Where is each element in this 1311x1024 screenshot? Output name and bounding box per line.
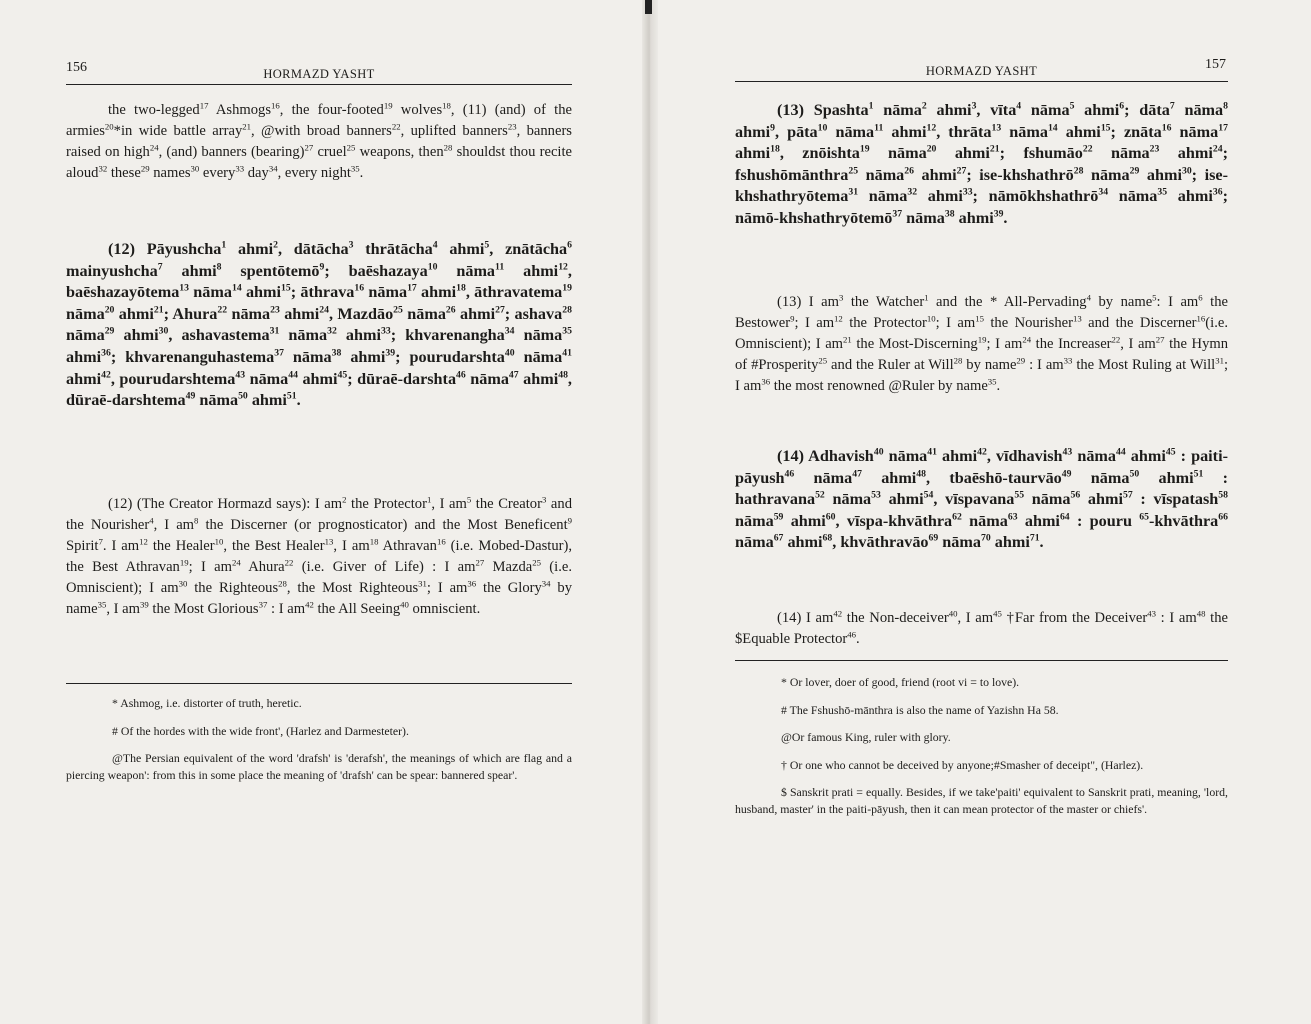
note-number: 44 — [1116, 446, 1126, 458]
note-number: 47 — [508, 369, 519, 381]
note-number: 24 — [319, 304, 330, 316]
note-number: 4 — [1086, 292, 1091, 303]
note-number: 42 — [101, 369, 111, 381]
note-number: 60 — [825, 511, 836, 523]
footnote-rule — [66, 683, 572, 684]
note-number: 19 — [179, 557, 189, 568]
note-number: 33 — [381, 326, 391, 338]
footnotes — [66, 695, 572, 795]
note-number: 34 — [1098, 187, 1109, 199]
binding-mark — [645, 0, 652, 14]
note-number: 27 — [956, 165, 967, 177]
header-rule — [735, 81, 1228, 82]
note-number: 8 — [194, 515, 199, 526]
note-number: 40 — [873, 446, 884, 458]
note-number: 65 — [1139, 511, 1149, 523]
note-number: 17 — [199, 100, 209, 111]
note-number: 29 — [140, 163, 150, 174]
note-number: 48 — [1196, 608, 1206, 619]
note-number: 28 — [1073, 165, 1084, 177]
note-number: 4 — [432, 239, 438, 251]
note-number: 34 — [268, 163, 278, 174]
note-number: 36 — [101, 347, 111, 359]
note-number: 27 — [495, 304, 505, 316]
note-number: 28 — [278, 578, 287, 589]
note-number: 40 — [504, 347, 515, 359]
note-number: 13 — [179, 282, 190, 294]
note-number: 20 — [104, 121, 114, 132]
note-number: 30 — [1181, 165, 1192, 177]
note-number: 6 — [567, 239, 572, 251]
note-number: 71 — [1029, 533, 1040, 545]
note-number: 7 — [98, 536, 103, 547]
note-number: 10 — [214, 536, 224, 547]
note-number: 27 — [1155, 334, 1165, 345]
running-head: HORMAZD YASHT — [925, 64, 1038, 78]
note-number: 31 — [848, 187, 859, 199]
footnote: * Or lover, doer of good, friend (root vi = to love). — [781, 675, 1020, 689]
book-gutter — [642, 0, 658, 1024]
note-number: 9 — [567, 515, 572, 526]
footnotes — [735, 674, 1228, 829]
note-number: 16 — [1196, 313, 1206, 324]
note-number: 14 — [231, 282, 242, 294]
note-number: 39 — [993, 208, 1004, 220]
note-number: 11 — [495, 261, 505, 273]
note-number: 3 — [348, 239, 354, 251]
note-number: 12 — [926, 122, 937, 134]
note-number: 45 — [993, 608, 1002, 619]
note-number: 19 — [562, 282, 572, 294]
note-number: 6 — [1198, 292, 1203, 303]
note-number: 30 — [158, 326, 169, 338]
note-number: 25 — [818, 355, 828, 366]
note-number: 22 — [284, 557, 294, 568]
note-number: 28 — [443, 142, 453, 153]
note-number: 52 — [815, 489, 825, 501]
note-number: 25 — [532, 557, 541, 568]
note-number: 26 — [904, 165, 914, 177]
note-number: 5 — [466, 494, 472, 505]
note-number: 32 — [907, 187, 918, 199]
note-number: 10 — [926, 313, 936, 324]
note-number: 32 — [327, 326, 337, 338]
note-number: 59 — [773, 511, 784, 523]
running-head: HORMAZD YASHT — [263, 67, 375, 81]
footnote: # The Fshushō-mānthra is also the name of Yazishn Ha 58. — [781, 702, 1059, 717]
note-number: 25 — [346, 142, 356, 153]
note-number: 15 — [281, 282, 291, 294]
note-number: 29 — [1129, 165, 1140, 177]
note-number: 67 — [773, 533, 784, 545]
note-number: 20 — [926, 143, 937, 155]
note-number: 39 — [140, 599, 149, 610]
note-number: 23 — [1149, 143, 1160, 155]
note-number: 16 — [1161, 122, 1172, 134]
note-number: 3 — [971, 100, 977, 112]
note-number: 12 — [558, 261, 568, 273]
note-number: 18 — [442, 100, 451, 111]
note-number: 32 — [98, 163, 108, 174]
note-number: 19 — [383, 100, 393, 111]
note-number: 50 — [1129, 468, 1140, 480]
note-number: 2 — [342, 494, 347, 505]
note-number: 18 — [456, 282, 466, 294]
note-number: 43 — [1062, 446, 1073, 458]
english-paragraph-12: (12) (The Creator Hormazd says): I $am^2$ the Protector$^1$, I $am^5$ the Creator$^3$ and the Nourisher$^4$, I $am^8$ the Discerner (or prognosticator) and the Most Beneficent$^9$ Spirit$^7$. I $am^{12}$ the Healer$^{10}$, the Best Healer$^{13}$, I $am^{18}$ Athravan$^{16}$ (i.e. Mobed-Dastur), the Best Athravan$^{19}$; I $am^{24}$ Ahura$^{22}$ (i.e. Giver of Life) : I $am^{27}$ Mazda$^{25}$ (i.e. Omniscient); I $am^{30}$ the Righteous$^{28}$, the Most Righteous$^{31}$; I $am^{36}$ the Glory$^{34}$ by name$^{35}$, I $am^{39}$ the Most Glorious$^{37}$ : I $am^{42}$ the All Seeing$^{40}$ omniscient. — [66, 494, 572, 618]
note-number: 29 — [1016, 355, 1026, 366]
note-number: 8 — [1223, 100, 1228, 112]
note-number: 21 — [153, 304, 164, 316]
note-number: 26 — [445, 304, 456, 316]
note-number: 16 — [271, 100, 280, 111]
note-number: 49 — [1061, 468, 1072, 480]
note-number: 46 — [847, 629, 857, 640]
note-number: 5 — [1069, 100, 1075, 112]
note-number: 43 — [1147, 608, 1156, 619]
note-number: 1 — [221, 239, 227, 251]
note-number: 37 — [892, 208, 903, 220]
note-number: 5 — [1152, 292, 1157, 303]
note-number: 69 — [928, 533, 939, 545]
intro-paragraph: the two-legged$^{17}$ Ashmogs$^{16}$, the four-footed$^{19}$ wolves$^{18}$, (11) (and) of the armies$^{20}$*in wide battle array$^{21}$, @with broad banners$^{22}$, uplifted banners$^{23}$, banners raised on high$^{24}$, (and) banners (bearing)$^{27}$ cruel$^{25}$ weapons, then$^{28}$ shouldst thou recite aloud$^{32}$ these$^{29}$ names$^{30}$ every$^{33}$ day$^{34}$, every night$^{35}$. — [66, 100, 573, 182]
footnote-rule — [735, 660, 1228, 661]
note-number: 13 — [1072, 313, 1082, 324]
note-number: 42 — [305, 599, 314, 610]
note-number: 40 — [948, 608, 958, 619]
note-number: 24 — [231, 557, 241, 568]
footnote: @The Persian equivalent of the word 'drafsh' is 'derafsh', the meanings of which are flag and a piercing weapon': from this in some place the meaning of 'drafsh' can be spear: bannered spear'. — [66, 751, 572, 782]
page-number: 156 — [66, 60, 87, 75]
note-number: 55 — [1014, 489, 1025, 501]
note-number: 30 — [178, 578, 188, 589]
note-number: 24 — [1212, 143, 1223, 155]
note-number: 3 — [541, 494, 547, 505]
note-number: 42 — [833, 608, 843, 619]
note-number: 27 — [304, 142, 314, 153]
footnote: $ Sanskrit prati = equally. Besides, if we take'paiti' equivalent to Sanskrit prati, meaning, 'lord, husband, master' in the paiti-pāyush, then it can mean protector of the master or chiefs'. — [735, 785, 1228, 816]
note-number: 21 — [843, 334, 852, 345]
note-number: 70 — [980, 533, 991, 545]
footnote: † Or one who cannot be deceived by anyone;#Smasher of deceipt", (Harlez). — [781, 757, 1144, 772]
note-number: 16 — [354, 282, 365, 294]
note-number: 2 — [921, 100, 927, 112]
note-number: 5 — [484, 239, 490, 251]
note-number: 35 — [987, 376, 997, 387]
note-number: 57 — [1122, 489, 1133, 501]
note-number: 25 — [393, 304, 403, 316]
note-number: 29 — [104, 326, 115, 338]
note-number: 30 — [190, 163, 200, 174]
note-number: 38 — [944, 208, 955, 220]
note-number: 56 — [1070, 489, 1081, 501]
note-number: 68 — [822, 533, 833, 545]
note-number: 12 — [834, 313, 843, 324]
note-number: 45 — [1165, 446, 1176, 458]
note-number: 17 — [1218, 122, 1228, 134]
note-number: 22 — [391, 121, 401, 132]
note-number: 15 — [975, 313, 984, 324]
header-rule — [66, 84, 572, 85]
note-number: 22 — [1082, 143, 1093, 155]
note-number: 37 — [258, 599, 268, 610]
note-number: 21 — [989, 143, 1000, 155]
footnote: # Of the hordes with the wide front', (Harlez and Darmesteter). — [112, 723, 409, 738]
note-number: 9 — [790, 313, 795, 324]
note-number: 8 — [216, 261, 222, 273]
note-number: 53 — [871, 489, 881, 501]
note-number: 42 — [977, 446, 987, 458]
note-number: 45 — [337, 369, 348, 381]
note-number: 12 — [139, 536, 148, 547]
note-number: 35 — [562, 326, 572, 338]
note-number: 31 — [269, 326, 280, 338]
note-number: 64 — [1059, 511, 1070, 523]
note-number: 31 — [1215, 355, 1224, 366]
note-number: 48 — [916, 468, 927, 480]
note-number: 22 — [1111, 334, 1121, 345]
note-number: 51 — [1193, 468, 1204, 480]
note-number: 25 — [848, 165, 859, 177]
note-number: 24 — [149, 142, 159, 153]
note-number: 21 — [242, 121, 251, 132]
note-number: 54 — [923, 489, 934, 501]
note-number: 2 — [273, 239, 278, 251]
note-number: 1 — [868, 100, 874, 112]
footnote: @Or famous King, ruler with glory. — [781, 730, 951, 744]
note-number: 58 — [1218, 489, 1228, 501]
note-number: 36 — [467, 578, 477, 589]
english-paragraph-14: (14) I $am^{42}$ the Non-deceiver$^{40}$, I $am^{45}$ †Far from the Deceiver$^{43}$ : I $am^{48}$ the $Equable Protector$^{46}$. — [735, 608, 1228, 648]
note-number: 13 — [991, 122, 1002, 134]
note-number: 19 — [859, 143, 870, 155]
note-number: 46 — [784, 468, 795, 480]
note-number: 13 — [324, 536, 334, 547]
note-number: 27 — [475, 557, 485, 568]
note-number: 1 — [426, 494, 432, 505]
note-number: 66 — [1218, 511, 1228, 523]
note-number: 33 — [1063, 355, 1073, 366]
note-number: 41 — [927, 446, 937, 458]
note-number: 11 — [874, 122, 884, 134]
note-number: 40 — [400, 599, 409, 610]
note-number: 63 — [1007, 511, 1018, 523]
note-number: 35 — [1157, 187, 1168, 199]
note-number: 39 — [385, 347, 396, 359]
english-paragraph-13: (13) I $am^3$ the Watcher$^1$ and the * All-Pervading$^4$ by name$^5$: I $am^6$ the Bestower$^9$; I $am^{12}$ the Protector$^{10}$; I $am^{15}$ the Nourisher$^{13}$ and the Discerner$^{16}$(i.e. Omniscient); I $am^{21}$ the Most-Discerning$^{19}$; I $am^{24}$ the Increaser$^{22}$, I $am^{27}$ the Hymn of #Prosperity$^{25}$ and the Ruler at Will$^{28}$ by name$^{29}$ : I $am^{33}$ the Most Ruling at Will$^{31}$; I $am^{36}$ the most renowned @Ruler by name$^{35}$. — [735, 292, 1229, 395]
note-number: 9 — [770, 122, 775, 134]
note-number: 24 — [1022, 334, 1032, 345]
note-number: 23 — [507, 121, 517, 132]
note-number: 35 — [97, 599, 107, 610]
note-number: 46 — [456, 369, 466, 381]
note-number: 22 — [217, 304, 228, 316]
note-number: 23 — [270, 304, 280, 316]
note-number: 3 — [839, 292, 844, 303]
note-number: 9 — [319, 261, 325, 273]
page-number: 157 — [1205, 57, 1226, 72]
note-number: 1 — [924, 292, 929, 303]
note-number: 33 — [235, 163, 245, 174]
note-number: 36 — [1212, 187, 1223, 199]
note-number: 33 — [962, 187, 973, 199]
note-number: 36 — [761, 376, 771, 387]
avestan-paragraph-12: (12) Pāyushcha$^1$ ahmi$^2$, dātācha$^3$ thrātācha$^4$ ahmi$^5$, znātācha$^6$ mainyushcha$^7$ ahmi$^8$ spentōtemō$^9$; baēshazaya$^{10}$ nāma$^{11}$ ahmi$^{12}$, baēshazayōtema$^{13}$ nāma$^{14}$ ahmi$^{15}$; āthrava$^{16}$ nāma$^{17}$ ahmi$^{18}$, āthravatema$^{19}$ nāma$^{20}$ ahmi$^{21}$; Ahura$^{22}$ nāma$^{23}$ ahmi$^{24}$, Mazdāo$^{25}$ nāma$^{26}$ ahmi$^{27}$; ashava$^{28}$ nāma$^{29}$ ahmi$^{30}$, ashavastema$^{31}$ nāma$^{32}$ ahmi$^{33}$; khvarenangha$^{34}$ nāma$^{35}$ ahmi$^{36}$; khvarenanguhastema$^{37}$ nāma$^{38}$ ahmi$^{39}$; pourudarshta$^{40}$ nāma$^{41}$ ahmi$^{42}$, pourudarshtema$^{43}$ nāma$^{44}$ ahmi$^{45}$; dūraē-darshta$^{46}$ nāma$^{47}$ ahmi$^{48}$, dūraē-darshtema$^{49}$ nāma$^{50}$ ahmi$^{51}$. — [66, 239, 572, 410]
note-number: 17 — [407, 282, 417, 294]
note-number: 15 — [1100, 122, 1111, 134]
note-number: 34 — [541, 578, 551, 589]
note-number: 18 — [770, 143, 780, 155]
note-number: 34 — [504, 326, 515, 338]
note-number: 7 — [1169, 100, 1175, 112]
note-number: 7 — [157, 261, 163, 273]
note-number: 41 — [562, 347, 572, 359]
note-number: 10 — [817, 122, 828, 134]
note-number: 31 — [418, 578, 427, 589]
note-number: 6 — [1119, 100, 1125, 112]
note-number: 49 — [185, 390, 196, 402]
note-number: 18 — [369, 536, 379, 547]
note-number: 20 — [104, 304, 115, 316]
avestan-paragraph-14: (14) Adhavish$^{40}$ nāma$^{41}$ ahmi$^{42}$, vīdhavish$^{43}$ nāma$^{44}$ ahmi$^{45}$ : paiti-pāyush$^{46}$ nāma$^{47}$ ahmi$^{48}$, tbaēshō-taurvāo$^{49}$ nāma$^{50}$ ahmi$^{51}$ : hathravana$^{52}$ nāma$^{53}$ ahmi$^{54}$, vīspavana$^{55}$ nāma$^{56}$ ahmi$^{57}$ : vīspatash$^{58}$ nāma$^{59}$ ahmi$^{60}$, vīspa-khvāthra$^{62}$ nāma$^{63}$ ahmi$^{64}$ : pouru $^{65}$-khvāthra$^{66}$ nāma$^{67}$ ahmi$^{68}$, khvāthravāo$^{69}$ nāma$^{70}$ ahmi$^{71}$. — [735, 446, 1228, 552]
note-number: 19 — [977, 334, 987, 345]
note-number: 35 — [350, 163, 360, 174]
note-number: 16 — [436, 536, 446, 547]
note-number: 28 — [953, 355, 963, 366]
note-number: 62 — [952, 511, 962, 523]
note-number: 44 — [288, 369, 298, 381]
footnote: * Ashmog, i.e. distorter of truth, heretic. — [112, 696, 302, 710]
note-number: 47 — [852, 468, 862, 480]
note-number: 51 — [286, 390, 297, 402]
note-number: 38 — [331, 347, 342, 359]
note-number: 14 — [1047, 122, 1058, 134]
note-number: 50 — [238, 390, 248, 402]
note-number: 37 — [274, 347, 284, 359]
note-number: 43 — [235, 369, 246, 381]
note-number: 10 — [427, 261, 438, 273]
note-number: 28 — [562, 304, 572, 316]
note-number: 48 — [558, 369, 568, 381]
note-number: 4 — [149, 515, 154, 526]
avestan-paragraph-13: (13) Spashta$^1$ nāma$^2$ ahmi$^3$, vīta$^4$ nāma$^5$ ahmi$^6$; dāta$^7$ nāma$^8$ ahmi$^9$, pāta$^{10}$ nāma$^{11}$ ahmi$^{12}$, thrāta$^{13}$ nāma$^{14}$ ahmi$^{15}$; znāta$^{16}$ nāma$^{17}$ ahmi$^{18}$, znōishta$^{19}$ nāma$^{20}$ ahmi$^{21}$; fshumāo$^{22}$ nāma$^{23}$ ahmi$^{24}$; fshushōmānthra$^{25}$ nāma$^{26}$ ahmi$^{27}$; ise-khshathrō$^{28}$ nāma$^{29}$ ahmi$^{30}$; ise-khshathryōtema$^{31}$ nāma$^{32}$ ahmi$^{33}$; nāmōkhshathrō$^{34}$ nāma$^{35}$ ahmi$^{36}$; nāmō-khshathryōtemō$^{37}$ nāma$^{38}$ ahmi$^{39}$. — [735, 100, 1228, 227]
note-number: 4 — [1016, 100, 1022, 112]
